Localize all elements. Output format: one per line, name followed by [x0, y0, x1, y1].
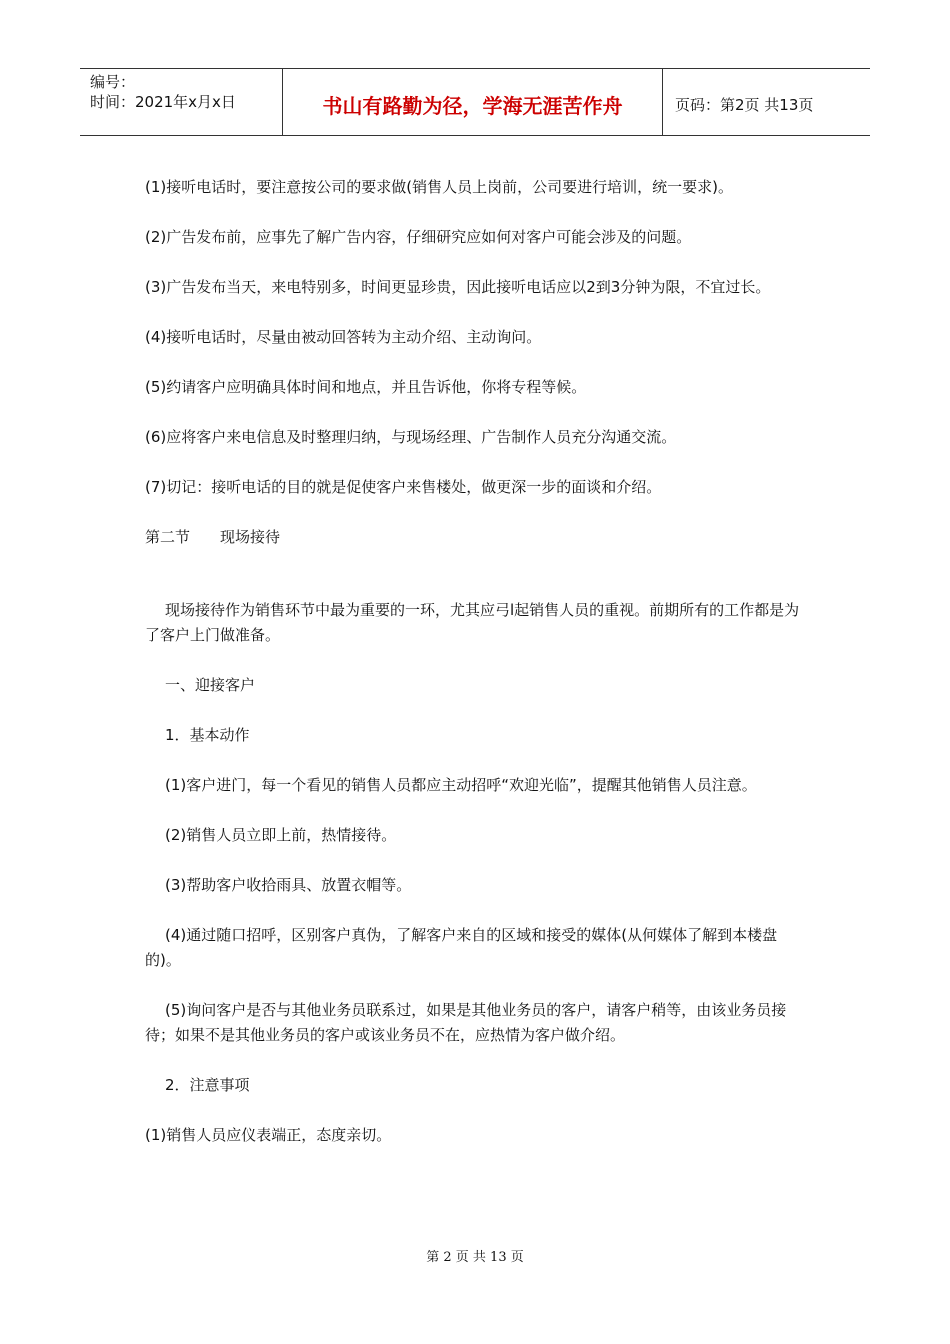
- paragraph-11: (4)通过随口招呼，区别客户真伪，了解客户来自的区域和接受的媒体(从何媒体了解到本楼盘的)。: [145, 926, 778, 969]
- page-footer: 第 2 页 共 13 页: [426, 1250, 524, 1265]
- section-heading: 第二节 现场接待: [145, 528, 281, 546]
- paragraph-3: (3)广告发布当天，来电特别多，时间更显珍贵，因此接听电话应以2到3分钟为限，不宜过长。: [145, 278, 771, 296]
- paragraph-4: (4)接听电话时，尽量由被动回答转为主动介绍、主动询问。: [145, 328, 542, 346]
- paragraph-13: (1)销售人员应仪表端正，态度亲切。: [145, 1126, 392, 1144]
- number-label: 编号：: [90, 73, 136, 91]
- document-body: [145, 175, 805, 1148]
- time-label: 时间：2021年x月x日: [90, 93, 236, 111]
- header-page-label: 页码：第2页 共13页: [675, 95, 814, 114]
- paragraph-6: (6)应将客户来电信息及时整理归纳，与现场经理、广告制作人员充分沟通交流。: [145, 428, 677, 446]
- subsection-heading: 一、迎接客户: [165, 676, 256, 694]
- paragraph-5: (5)约请客户应明确具体时间和地点，并且告诉他，你将专程等候。: [145, 378, 587, 396]
- paragraph-2: (2)广告发布前，应事先了解广告内容，仔细研究应如何对客户可能会涉及的问题。: [145, 228, 692, 246]
- item-heading-basic: 1．基本动作: [165, 726, 250, 744]
- paragraph-12: (5)询问客户是否与其他业务员联系过，如果是其他业务员的客户，请客户稍等，由该业务员接待；如果不是其他业务员的客户或该业务员不在，应热情为客户做介绍。: [145, 1001, 787, 1044]
- paragraph-10: (3)帮助客户收拾雨具、放置衣帽等。: [165, 876, 412, 894]
- paragraph-8: (1)客户进门，每一个看见的销售人员都应主动招呼“欢迎光临”，提醒其他销售人员注意。: [165, 776, 757, 794]
- page-header: [80, 68, 870, 136]
- intro-paragraph: 现场接待作为销售环节中最为重要的一环，尤其应弓l起销售人员的重视。前期所有的工作都是为了客户上门做准备。: [145, 601, 800, 644]
- header-motto: 书山有路勤为径，学海无涯苦作舟: [282, 69, 663, 135]
- item-heading-notes: 2．注意事项: [165, 1076, 250, 1094]
- header-meta: [80, 69, 282, 135]
- paragraph-7: (7)切记：接听电话的目的就是促使客户来售楼处，做更深一步的面谈和介绍。: [145, 478, 662, 496]
- paragraph-1: (1)接听电话时，要注意按公司的要求做(销售人员上岗前，公司要进行培训，统一要求)。: [145, 178, 733, 196]
- paragraph-9: (2)销售人员立即上前，热情接待。: [165, 826, 397, 844]
